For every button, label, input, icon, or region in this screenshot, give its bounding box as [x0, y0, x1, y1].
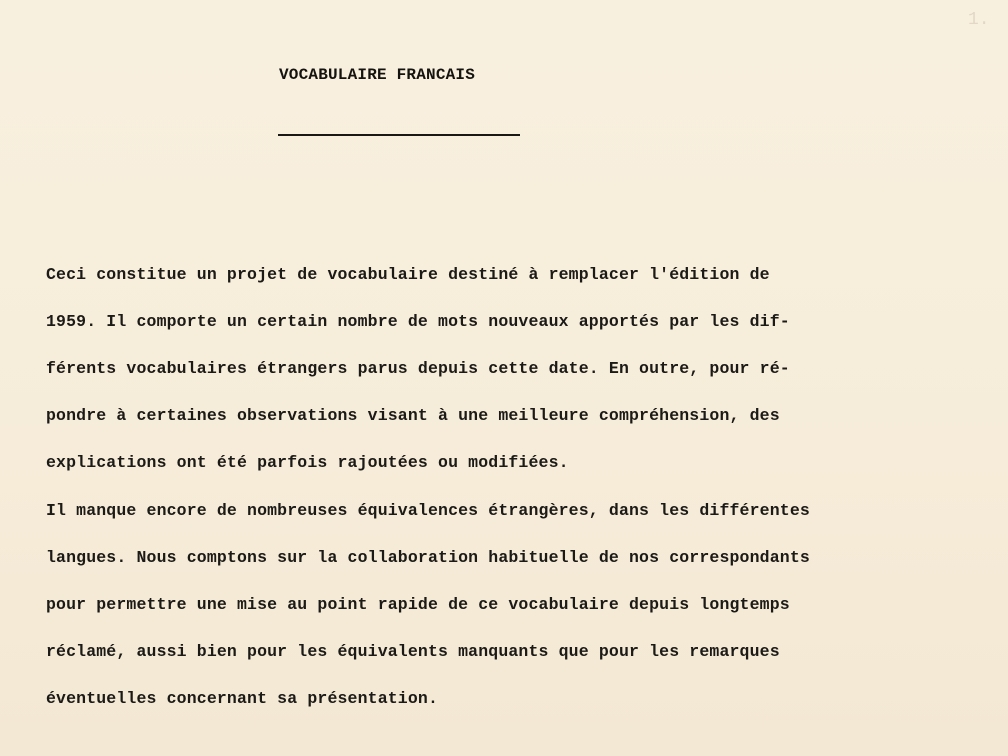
- text-line: pondre à certaines observations visant à une meilleure compréhension, des: [46, 406, 780, 425]
- text-line: férents vocabulaires étrangers parus depuis cette date. En outre, pour ré-: [46, 359, 790, 378]
- text-line: pour permettre une mise au point rapide de ce vocabulaire depuis longtemps: [46, 595, 790, 614]
- text-line: explications ont été parfois rajoutées ou modifiées.: [46, 453, 569, 472]
- title-underline: [278, 134, 520, 136]
- text-line: 1959. Il comporte un certain nombre de mots nouveaux apportés par les dif-: [46, 312, 790, 331]
- text-line: Il manque encore de nombreuses équivalences étrangères, dans les différentes: [46, 501, 810, 520]
- text-line: langues. Nous comptons sur la collaboration habituelle de nos correspondants: [46, 548, 810, 567]
- paragraph-request: [46, 487, 976, 722]
- paragraph-intro: [46, 251, 976, 486]
- text-line: Ceci constitue un projet de vocabulaire destiné à remplacer l'édition de: [46, 265, 770, 284]
- text-line: réclamé, aussi bien pour les équivalents manquants que pour les remarques: [46, 642, 780, 661]
- page-title: VOCABULAIRE FRANCAIS: [279, 66, 476, 84]
- show-through-texture: 1.: [968, 10, 990, 30]
- text-line: éventuelles concernant sa présentation.: [46, 689, 439, 708]
